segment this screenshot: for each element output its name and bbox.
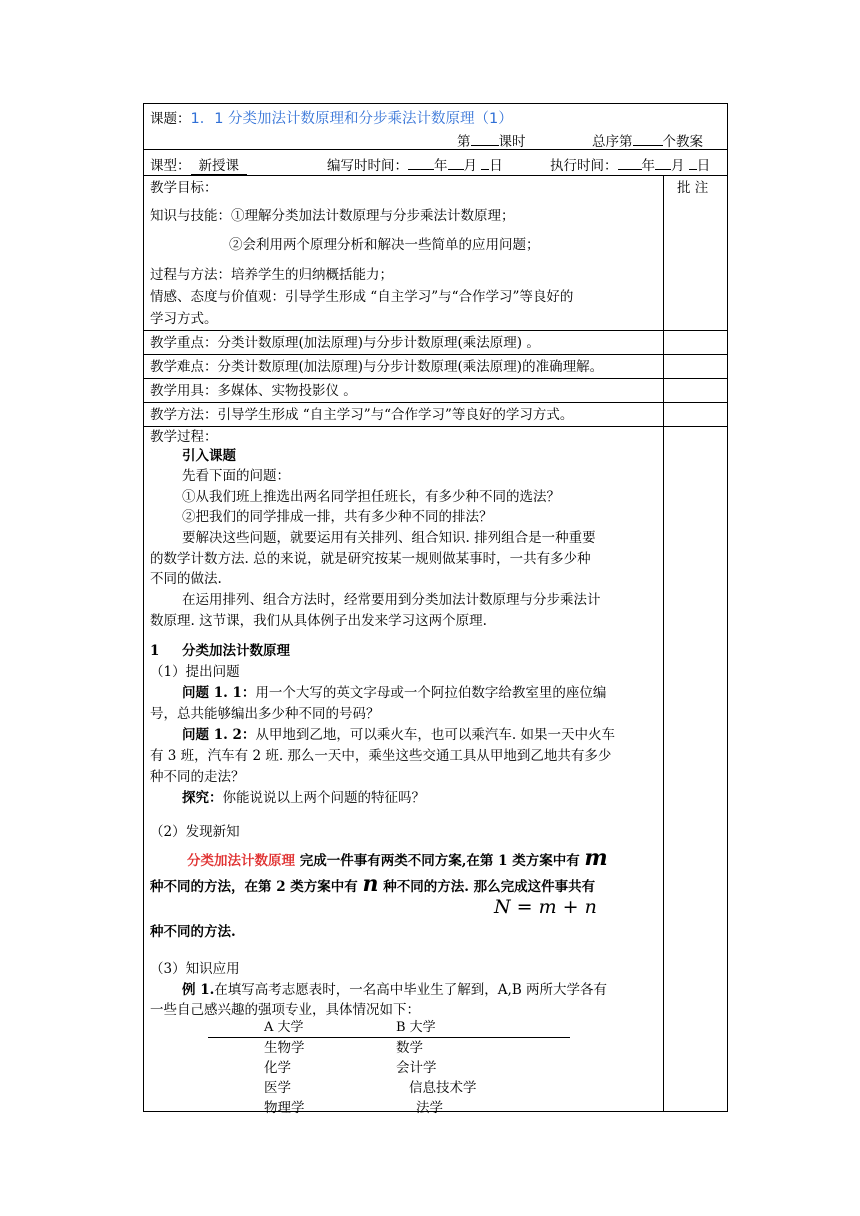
info-row — [144, 150, 727, 176]
problem-1-2-cont1: 有 3 班，汽车有 2 班. 那么一天中，乘坐这些交通工具从甲地到乙地共有多少 — [150, 748, 612, 764]
tools-row — [144, 379, 727, 403]
knowledge-line-2: ②会利用两个原理分析和解决一些简单的应用问题； — [229, 237, 540, 253]
annotation-divider — [663, 427, 664, 1111]
intro-heading: 引入课题 — [182, 448, 236, 464]
problem-1-1-cont: 号，总共能够编出多少种不同的号码？ — [150, 706, 380, 722]
knowledge-line-1: 知识与技能：①理解分类加法计数原理与分步乘法计数原理； — [150, 208, 515, 224]
table-header-b: B 大学 — [396, 1020, 436, 1035]
write-month-blank[interactable] — [448, 155, 464, 170]
total-number-blank[interactable] — [633, 131, 663, 146]
formula: N = m + n — [494, 896, 597, 918]
table-cell: 物理学 — [264, 1100, 305, 1116]
table-header-a: A 大学 — [264, 1020, 304, 1035]
annotation-divider — [663, 379, 664, 402]
table-cell: 化学 — [264, 1060, 291, 1076]
methods-row — [144, 403, 727, 427]
topic-row — [144, 104, 727, 150]
annotation-divider — [663, 355, 664, 378]
difficulties-row — [144, 355, 727, 379]
annotation-divider — [663, 331, 664, 354]
problem-1-2: 问题 1. 2：从甲地到乙地，可以乘火车，也可以乘汽车. 如果一天中火车 — [182, 727, 615, 743]
question-2: ②把我们的同学排成一排，共有多少种不同的排法？ — [182, 509, 493, 525]
var-n: n — [362, 871, 379, 897]
table-cell: 医学 — [264, 1080, 291, 1096]
emotion-line-2: 学习方式。 — [150, 311, 218, 327]
annotation-divider — [663, 403, 664, 426]
process-method: 过程与方法：培养学生的归纳概括能力； — [150, 267, 393, 283]
topic-label: 课题： — [150, 111, 191, 127]
section-1-number: 1 — [150, 643, 160, 659]
lesson-type: 课型： 新授课 — [150, 154, 247, 174]
question-1: ①从我们班上推选出两名同学担任班长，有多少种不同的选法？ — [182, 489, 560, 505]
annotation-heading: 批 注 — [677, 180, 709, 196]
exec-time: 执行时间： 年 月 日 — [550, 154, 710, 174]
difficulties: 教学难点：分类计数原理(加法原理)与分步计数原理(乘法原理)的准确理解。 — [150, 359, 604, 375]
objectives-heading: 教学目标： — [150, 180, 218, 196]
lesson-type-value: 新授课 — [191, 158, 248, 175]
para1-line2: 的数学计数方法. 总的来说，就是研究按某一规则做某事时，一共有多少种 — [150, 551, 591, 567]
explore: 探究：你能说说以上两个问题的特征吗？ — [182, 790, 425, 806]
total-count: 总序第 个教案 — [592, 130, 703, 150]
table-cell: 数学 — [396, 1040, 423, 1056]
principle-line-3: 种不同的方法. — [150, 924, 236, 940]
exec-month-blank[interactable] — [655, 155, 671, 170]
write-time: 编写时时间： 年 月 日 — [327, 154, 503, 174]
section-1-title: 分类加法计数原理 — [182, 643, 290, 659]
para2-line1: 在运用排列、组合方法时，经常要用到分类加法计数原理与分步乘法计 — [182, 592, 601, 608]
table-rule — [208, 1037, 570, 1038]
para1-line1: 要解决这些问题，就要运用有关排列、组合知识. 排列组合是一种重要 — [182, 530, 596, 546]
subsection-2: （2）发现新知 — [150, 824, 240, 840]
key-points-row — [144, 331, 727, 355]
topic-title: 1．1 分类加法计数原理和分步乘法计数原理（1） — [190, 111, 513, 127]
write-year-blank[interactable] — [408, 155, 434, 170]
principle-line-2: 种不同的方法，在第 2 类方案中有 n 种不同的方法. 那么完成这件事共有 — [150, 871, 596, 897]
key-points: 教学重点：分类计数原理(加法原理)与分步计数原理(乘法原理) 。 — [150, 335, 540, 351]
table-cell: 会计学 — [396, 1060, 437, 1076]
exec-day-blank[interactable] — [689, 155, 697, 170]
problem-1-1: 问题 1. 1：用一个大写的英文字母或一个阿拉伯数字给教室里的座位编 — [182, 685, 607, 701]
process-heading: 教学过程： — [150, 429, 218, 445]
principle-name: 分类加法计数原理 — [187, 853, 295, 869]
lesson-count: 第 课时 — [457, 130, 526, 150]
intro-text: 先看下面的问题： — [182, 468, 290, 484]
annotation-divider — [663, 176, 664, 330]
principle-line-1: 分类加法计数原理 完成一件事有两类不同方案,在第 1 类方案中有 m — [187, 845, 608, 871]
lesson-number-blank[interactable] — [471, 131, 499, 146]
exec-year-blank[interactable] — [618, 155, 642, 170]
table-cell: 法学 — [416, 1100, 443, 1116]
para2-line2: 数原理. 这节课，我们从具体例子出发来学习这两个原理. — [150, 613, 487, 629]
example-1: 例 1.在填写高考志愿表时，一名高中毕业生了解到，A,B 两所大学各有 — [182, 982, 608, 998]
table-cell: 生物学 — [264, 1040, 305, 1056]
subsection-3: （3）知识应用 — [150, 961, 240, 977]
objectives-row — [144, 176, 727, 331]
methods: 教学方法：引导学生形成 “自主学习”与“合作学习”等良好的学习方式。 — [150, 407, 574, 423]
tools: 教学用具：多媒体、实物投影仪 。 — [150, 383, 357, 399]
lesson-plan-table — [143, 103, 728, 1116]
emotion-line-1: 情感、态度与价值观：引导学生形成 “自主学习”与“合作学习”等良好的 — [150, 289, 574, 305]
para1-line3: 不同的做法. — [150, 571, 222, 587]
problem-1-2-cont2: 种不同的走法？ — [150, 769, 245, 785]
var-m: m — [584, 845, 608, 871]
table-cell: 信息技术学 — [409, 1080, 477, 1096]
process-section — [144, 427, 727, 1116]
example-1-cont: 一些自己感兴趣的强项专业，具体情况如下： — [150, 1002, 420, 1018]
subsection-1: （1）提出问题 — [150, 664, 240, 680]
